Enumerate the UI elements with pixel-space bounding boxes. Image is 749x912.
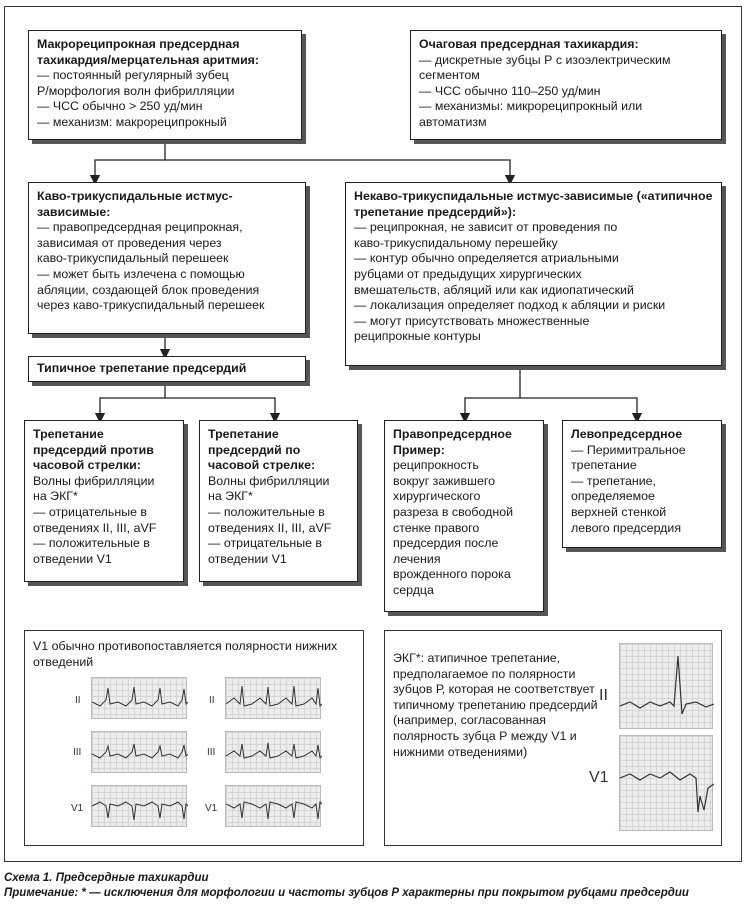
lead-label: V1 <box>589 769 609 786</box>
box-line: — механизм: макрореципрокный <box>37 114 227 129</box>
box-right-atrial <box>384 420 544 612</box>
box-line: разреза в свободной <box>393 504 514 519</box>
box-line: рубцами от предыдущих хирургических <box>354 266 582 281</box>
ecg-panel-note: ЭКГ*: атипичное трепетание, предполагаемое по полярности зубцов Р, которая не соответствует типичному трепетанию предсердий (например, согласованная полярность зубца Р между V1 и нижними отведениями) <box>393 651 598 759</box>
box-line: — постоянный регулярный зубец <box>37 68 229 83</box>
box-line: — положительные в <box>33 536 150 551</box>
box-line: вокруг зажившего <box>393 473 495 488</box>
box-counterclockwise <box>24 420 184 582</box>
box-title: Каво-трикуспидальные истмус-зависимые: <box>37 189 233 219</box>
box-line: — трепетание, <box>571 473 657 488</box>
ecg-panel-atypical <box>384 630 722 846</box>
box-line: врожденного порока <box>393 567 511 582</box>
ecg-panel-note: V1 обычно противопоставляется полярности нижних отведений <box>33 639 338 669</box>
box-title: Правопредсердное Пример: <box>393 427 512 457</box>
box-line: лечения <box>393 551 441 566</box>
box-line: — дискретные зубцы Р с изоэлектрическим <box>419 52 671 67</box>
box-line: трепетание <box>571 458 637 473</box>
box-clockwise <box>199 420 358 582</box>
box-line: на ЭКГ* <box>208 489 253 504</box>
box-line: стенке правого <box>393 520 480 535</box>
ecg-strip-ii-atypical <box>619 643 713 729</box>
ecg-strip-v1-ccw <box>91 785 187 827</box>
box-line: сегментом <box>419 68 480 83</box>
ecg-strip-v1-cw <box>225 785 321 827</box>
box-line: левого предсердия <box>571 520 682 535</box>
box-line: абляции, создающей блок проведения <box>37 282 260 297</box>
box-line: — Перимитральное <box>571 442 686 457</box>
box-non-cti-dependent <box>345 182 722 366</box>
lead-label: III <box>207 747 216 758</box>
lead-label: II <box>209 695 215 706</box>
box-line: зависимая от проведения через <box>37 235 222 250</box>
box-line: — отрицательные в <box>33 504 148 519</box>
box-line: — может быть излечена с помощью <box>37 266 245 281</box>
box-left-atrial <box>562 420 722 548</box>
box-cti-dependent <box>28 182 306 334</box>
box-title: Некаво-трикуспидальные истмус-зависимые («атипичное трепетание предсердий»): <box>354 189 713 219</box>
box-line: отведениях II, III, aVF <box>33 520 157 535</box>
box-line: отведении V1 <box>208 551 287 566</box>
ecg-strip-v1-atypical <box>619 735 713 831</box>
lead-label: III <box>73 747 82 758</box>
box-line: на ЭКГ* <box>33 489 78 504</box>
box-line: — ЧСС обычно 110–250 уд/мин <box>419 83 601 98</box>
box-line: Волны фибрилляции <box>208 473 330 488</box>
lead-label: V1 <box>71 803 84 814</box>
figure-caption-note: Примечание: * — исключения для морфологии и частоты зубцов Р характерны при покрытом рубцами предсердии <box>4 887 689 899</box>
box-focal <box>410 30 722 140</box>
box-line: — правопредсердная реципрокная, <box>37 220 243 235</box>
box-title: Трепетание предсердий по часовой стрелке: <box>208 427 316 473</box>
box-line: реципрокные контуры <box>354 329 481 344</box>
figure-caption-title: Схема 1. Предсердные тахикардии <box>4 872 209 884</box>
box-line: каво-трикуспидальный перешеек <box>37 251 229 266</box>
box-line: Волны фибрилляции <box>33 473 155 488</box>
box-line: — локализация определяет подход к абляции и риски <box>354 298 666 313</box>
box-title: Макрореципрокная предсердная тахикардия/мерцательная аритмия: <box>37 37 260 67</box>
box-line: — контур обычно определяется атриальными <box>354 251 619 266</box>
box-line: предсердия после <box>393 536 499 551</box>
ecg-strip-iii-ccw <box>91 731 187 773</box>
ecg-strip-ii-ccw <box>91 677 187 719</box>
ecg-strip-iii-cw <box>225 731 321 773</box>
box-line: Р/морфология волн фибрилляции <box>37 83 235 98</box>
lead-label: V1 <box>205 803 218 814</box>
box-title: Трепетание предсердий против часовой стрелки: <box>33 427 154 473</box>
box-line: отведении V1 <box>33 551 112 566</box>
box-line: автоматизм <box>419 114 487 129</box>
box-line: сердца <box>393 582 434 597</box>
box-title: Типичное трепетание предсердий <box>37 361 247 375</box>
box-line: вмешательств, абляций или как идиопатический <box>354 282 634 297</box>
box-line: хирургического <box>393 489 481 504</box>
ecg-strip-ii-cw <box>225 677 321 719</box>
box-macroreentrant <box>28 30 302 140</box>
box-line: отведениях II, III, aVF <box>208 520 332 535</box>
box-line: — положительные в <box>208 504 325 519</box>
box-line: — реципрокная, не зависит от проведения по <box>354 220 618 235</box>
box-line: — могут присутствовать множественные <box>354 313 590 328</box>
box-title: Очаговая предсердная тахикардия: <box>419 37 639 51</box>
lead-label: II <box>75 695 81 706</box>
lead-label: II <box>599 687 608 704</box>
box-line: через каво-трикуспидальный перешеек <box>37 298 265 313</box>
box-line: — ЧСС обычно > 250 уд/мин <box>37 99 203 114</box>
box-typical-flutter <box>28 356 306 382</box>
box-line: верхней стенкой <box>571 504 667 519</box>
box-line: определяемое <box>571 489 655 504</box>
box-title: Левопредсердное <box>571 427 683 441</box>
box-line: реципрокность <box>393 458 479 473</box>
box-line: каво-трикуспидальному перешейку <box>354 235 558 250</box>
ecg-panel-typical <box>24 630 364 846</box>
box-line: — механизмы: микрореципрокный или <box>419 99 643 114</box>
box-line: — отрицательные в <box>208 536 323 551</box>
